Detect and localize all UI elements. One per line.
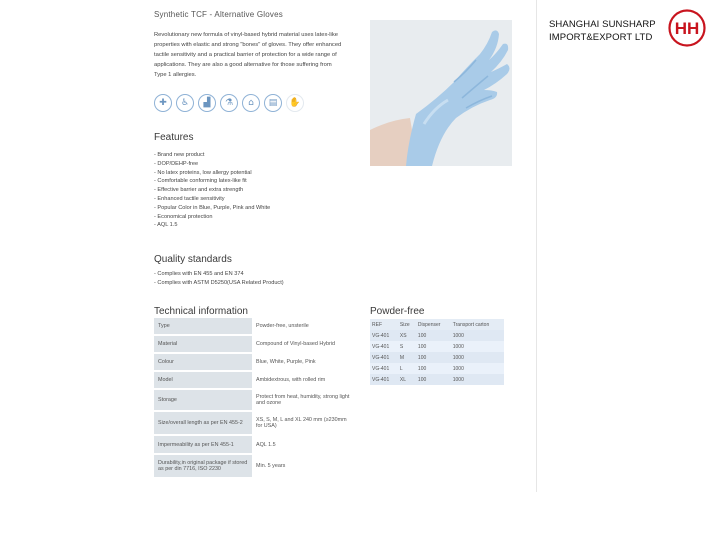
table-cell: Compound of Vinyl-based Hybrid — [252, 335, 356, 353]
table-row — [154, 318, 356, 335]
list-item: - Complies with EN 455 and EN 374 — [154, 270, 284, 279]
table-cell: VG-401 — [370, 352, 398, 363]
column-header: Transport carton — [451, 319, 504, 330]
table-cell: 1000 — [451, 352, 504, 363]
factory-icon: ▟ — [198, 94, 216, 112]
table-cell: 1000 — [451, 341, 504, 352]
list-item: - Brand new product — [154, 151, 270, 160]
table-row — [154, 353, 356, 371]
table-row — [154, 454, 356, 478]
table-cell: 100 — [416, 363, 451, 374]
table-cell: M — [398, 352, 416, 363]
table-cell: Protect from heat, humidity, strong light and ozone — [252, 389, 356, 411]
wheelchair-icon: ♿ — [176, 94, 194, 112]
table-row — [154, 371, 356, 389]
table-cell: S — [398, 341, 416, 352]
list-item: - Economical protection — [154, 213, 270, 222]
table-cell: Powder-free, unsterile — [252, 318, 356, 335]
list-item: - Effective barrier and extra strength — [154, 186, 270, 195]
table-row — [154, 411, 356, 435]
column-header: REF — [370, 319, 398, 330]
list-item: - No latex proteins, low allergy potential — [154, 169, 270, 178]
column-header: Size — [398, 319, 416, 330]
list-item: - Popular Color in Blue, Purple, Pink and White — [154, 204, 270, 213]
table-cell: Ambidextrous, with rolled rim — [252, 371, 356, 389]
brochure-page — [148, 0, 537, 492]
table-cell: 1000 — [451, 374, 504, 385]
list-item: - Enhanced tactile sensitivity — [154, 195, 270, 204]
table-cell: AQL 1.5 — [252, 435, 356, 454]
table-cell: Model — [154, 371, 252, 389]
company-name-line1: SHANGHAI SUNSHARP — [549, 19, 656, 30]
table-cell: Type — [154, 318, 252, 335]
table-cell: XS, S, M, L and XL 240 mm (≥230mm for USA) — [252, 411, 356, 435]
table-cell: Blue, White, Purple, Pink — [252, 353, 356, 371]
table-row — [370, 363, 504, 374]
table-cell: Colour — [154, 353, 252, 371]
medical-cross-icon: ✚ — [154, 94, 172, 112]
lab-flask-icon: ⚗ — [220, 94, 238, 112]
table-cell: VG-401 — [370, 330, 398, 341]
powder-free-table — [370, 319, 504, 385]
table-cell: 100 — [416, 330, 451, 341]
table-row — [370, 341, 504, 352]
table-cell: 100 — [416, 352, 451, 363]
table-row — [370, 330, 504, 341]
table-cell: Storage — [154, 389, 252, 411]
intro-paragraph: Revolutionary new formula of vinyl-based hybrid material uses latex-like properties with elastic and strong "bones" of gloves. They offer enhanced tactile sensitivity and a practical barrier of protection for a wide range of applications. They are also a good alternative for those suffering from Type 1 allergies. — [154, 32, 342, 78]
technical-table — [154, 318, 356, 479]
list-item: - Complies with ASTM D5250(USA Related Product) — [154, 279, 284, 288]
logo-text: HH — [674, 19, 700, 38]
table-header-row — [370, 319, 504, 330]
list-item: - DOP/DEHP-free — [154, 160, 270, 169]
company-name-line2: IMPORT&EXPORT LTD — [549, 32, 653, 43]
certification-icons — [154, 94, 304, 112]
table-cell: Material — [154, 335, 252, 353]
table-cell: Impermeability as per EN 455-1 — [154, 435, 252, 454]
table-cell: XS — [398, 330, 416, 341]
table-row — [154, 435, 356, 454]
cleaning-icon: ⌂ — [242, 94, 260, 112]
blue-glove-photo — [370, 20, 512, 166]
table-row — [370, 352, 504, 363]
column-header: Dispenser — [416, 319, 451, 330]
powder-free-heading: Powder-free — [370, 306, 425, 317]
table-row — [370, 374, 504, 385]
technical-heading: Technical information — [154, 306, 248, 317]
company-name — [549, 18, 669, 44]
clipboard-icon: ▤ — [264, 94, 282, 112]
table-row — [154, 389, 356, 411]
quality-list — [154, 270, 284, 288]
table-cell: VG-401 — [370, 341, 398, 352]
features-heading: Features — [154, 132, 194, 143]
intro-title: Synthetic TCF - Alternative Gloves — [154, 10, 283, 19]
features-list — [154, 151, 270, 230]
glove-illustration — [370, 20, 512, 166]
table-cell: 100 — [416, 341, 451, 352]
table-cell: 100 — [416, 374, 451, 385]
quality-heading: Quality standards — [154, 254, 232, 265]
list-item: - AQL 1.5 — [154, 221, 270, 230]
list-item: - Comfortable conforming latex-like fit — [154, 177, 270, 186]
table-cell: XL — [398, 374, 416, 385]
table-cell: VG-401 — [370, 363, 398, 374]
table-cell: VG-401 — [370, 374, 398, 385]
table-cell: 1000 — [451, 330, 504, 341]
table-cell: Min. 5 years — [252, 454, 356, 478]
table-cell: 1000 — [451, 363, 504, 374]
company-logo — [667, 8, 707, 48]
table-cell: Size/overall length as per EN 455-2 — [154, 411, 252, 435]
table-cell: Durability,in original package if stored as per din 7716, ISO 2230 — [154, 454, 252, 478]
glove-icon: ✋ — [286, 94, 304, 112]
table-cell: L — [398, 363, 416, 374]
table-row — [154, 335, 356, 353]
